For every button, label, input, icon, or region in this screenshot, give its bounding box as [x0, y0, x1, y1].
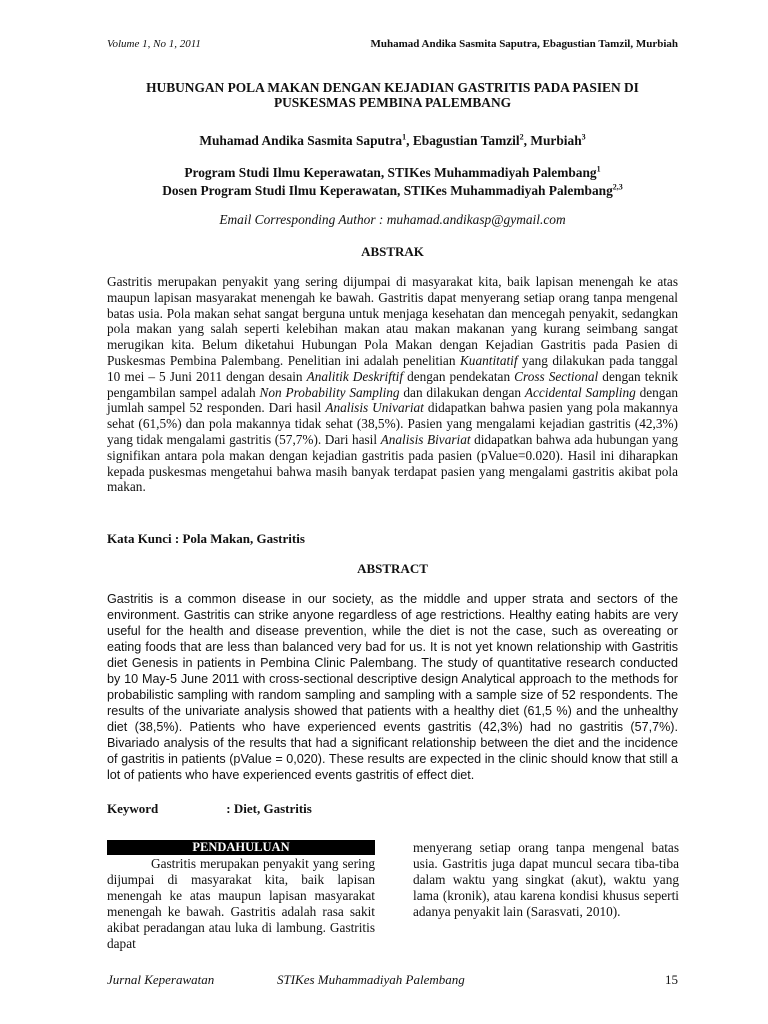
corresponding-email: Email Corresponding Author : muhamad.andikasp@gymail.com — [219, 212, 566, 227]
kata-kunci: Kata Kunci : Pola Makan, Gastritis — [107, 531, 305, 546]
paper-title — [107, 80, 678, 110]
volume-info: Volume 1, No 1, 2011 — [107, 38, 201, 50]
footer-journal: Jurnal Keperawatan — [107, 972, 215, 987]
title-line-1: HUBUNGAN POLA MAKAN DENGAN KEJADIAN GASTRITIS PADA PASIEN DI — [146, 80, 639, 95]
title-line-2: PUSKESMAS PEMBINA PALEMBANG — [273, 95, 512, 110]
author-3: Murbiah — [530, 133, 582, 148]
abstract-heading: ABSTRACT — [357, 561, 428, 576]
page-footer — [107, 972, 678, 988]
author-1: Muhamad Andika Sasmita Saputra — [199, 133, 403, 148]
pendahuluan-heading: PENDAHULUAN — [107, 840, 375, 855]
running-header — [107, 38, 678, 50]
right-column — [413, 840, 679, 920]
left-column — [107, 840, 375, 952]
affiliation-2: Dosen Program Studi Ilmu Keperawatan, STIKes Muhammadiyah Palembang$^{2,3}$ — [162, 182, 623, 198]
abstrak-heading: ABSTRAK — [361, 244, 424, 259]
author-list: Muhamad Andika Sasmita Saputra$^1$, Ebagustian Tamzil$^2$, Murbiah$^3$ — [199, 132, 586, 148]
author-2-affil: 2 — [519, 132, 524, 142]
pendahuluan-paragraph-right: menyerang setiap orang tanpa mengenal batas usia. Gastritis juga dapat muncul secara tiba-tiba dalam waktu yang singkat (akut), waktu yang lama (kronik), atau karena kondisi khusus seperti adanya penyakit lain (Sarasvati, 2010). — [413, 840, 679, 919]
keyword-line — [107, 801, 312, 817]
running-header-authors: Muhamad Andika Sasmita Saputra, Ebagustian Tamzil, Murbiah — [370, 38, 678, 50]
affiliation-1: Program Studi Ilmu Keperawatan, STIKes Muhammadiyah Palembang$^1$ — [184, 164, 601, 180]
keyword-label: Keyword — [107, 801, 159, 816]
abstract-body: Gastritis is a common disease in our society, as the middle and upper strata and sectors of the environment. Gastritis can strike anyone regardless of age restrictions. Healthy eating habits are very useful for the health and disease prevention, while the diet is not the case, such as overeating or eating foods that are less than balanced very bad for us. It is not yet known relationship with Gastritis diet Genesis in patients in Pembina Clinic Palembang. The study of quantitative research conducted by 10 May-5 June 2011 with cross-sectional descriptive design Analytical approach to the methods for probabilistic sampling with random sampling and sampling with a sample size of 52 respondents. The results of the univariate analysis showed that patients with a healthy diet (61,5 %) and the unhealthy diet (38,5%). Patients who have experienced events gastritis (42,3%) had no gastritis (57,7%). Bivariado analysis of the results that had a significant relationship between the diet and the incidence of gastritis in patients (pValue = 0,020). These results are expected in the clinic should know that still a lot of patients who have experienced events gastritis of effect diet. — [107, 592, 678, 782]
author-1-affil: 1 — [402, 132, 407, 142]
pendahuluan-paragraph-left: Gastritis merupakan penyakit yang sering dijumpai di masyarakat kita, baik lapisan menengah ke atas maupun lapisan masyarakat menengah ke bawah. Gastritis adalah rasa sakit akibat peradangan atau luka di lambung. Gastritis dapat — [107, 856, 375, 951]
keyword-value: : Diet, Gastritis — [226, 801, 312, 816]
author-2: Ebagustian Tamzil — [412, 133, 520, 148]
author-3-affil: 3 — [581, 132, 586, 142]
page-number: 15 — [665, 972, 678, 987]
footer-institution: STIKes Muhammadiyah Palembang — [277, 972, 465, 987]
abstrak-body: Gastritis merupakan penyakit yang sering dijumpai di masyarakat kita, baik lapisan menengah ke atas maupun lapisan masyarakat menengah ke bawah. Gastritis dapat menyerang setiap orang tanpa mengenal batas usia. Pola makan sehat sangat berguna untuk menjaga kesehatan dan mencegah penyakit, sedangkan pola makan yang salah seperti kelebihan makan atau makan makanan yang kurang seimbang sangat merugikan kita. Belum diketahui Hubungan Pola Makan dengan Kejadian Gastritis pada Pasien di Puskesmas Pembina Palembang. Penelitian ini adalah penelitian Kuantitatif yang dilakukan pada tanggal 10 mei – 5 Juni 2011 dengan desain Analitik Deskriftif dengan pendekatan Cross Sectional dengan teknik pengambilan sampel adalah Non Probability Sampling dan dilakukan dengan Accidental Sampling dengan jumlah sampel 52 responden. Dari hasil Analisis Univariat didapatkan bahwa pasien yang pola makannya sehat (61,5%) dan pola makannya tidak sehat (38,5%). Pasien yang mengalami kejadian gastritis (42,3%) yang tidak mengalami gastritis (57,7%). Dari hasil Analisis Bivariat didapatkan bahwa ada hubungan yang signifikan antara pola makan dengan kejadian gastritis pada pasien (pValue=0.020). Hasil ini diharapkan kepada puskesmas mengetahui bahwa masih banyak terdapat pasien yang mengalami gastritis akibat pola makan. — [107, 274, 679, 495]
